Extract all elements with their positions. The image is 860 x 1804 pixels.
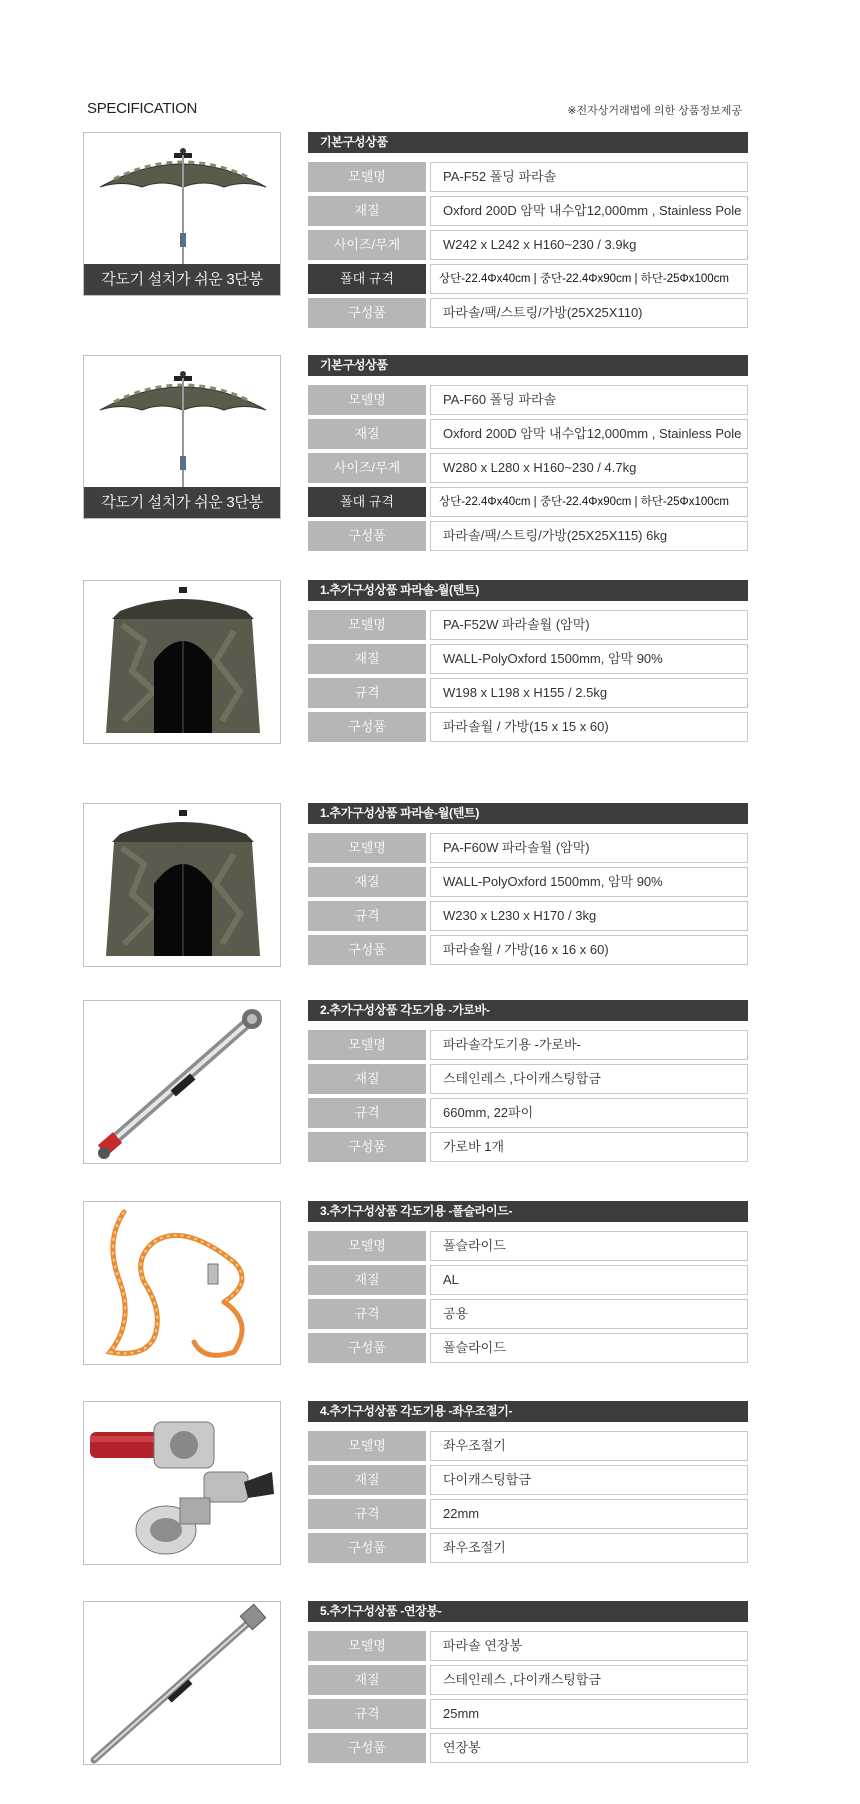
spec-row-model: [308, 385, 748, 415]
spec-row-components: [308, 1733, 748, 1763]
spec-row-model: [308, 1431, 748, 1461]
spec-label: 모델명: [308, 833, 426, 863]
spec-row-material: [308, 1465, 748, 1495]
spec-label: 구성품: [308, 521, 426, 551]
spec-label: 사이즈/무게: [308, 453, 426, 483]
spec-label: 규격: [308, 678, 426, 708]
umbrella-image: [83, 132, 281, 296]
spec-value: 다이캐스팅합금: [430, 1465, 748, 1495]
rope-image: [83, 1201, 281, 1365]
spec-label: 모델명: [308, 1631, 426, 1661]
spec-label: 재질: [308, 1265, 426, 1295]
spec-value: WALL-PolyOxford 1500mm, 암막 90%: [430, 644, 748, 674]
spec-row-spec: [308, 901, 748, 931]
adjuster-image: [83, 1401, 281, 1565]
spec-label: 재질: [308, 644, 426, 674]
spec-row-model: [308, 1231, 748, 1261]
spec-label: 재질: [308, 867, 426, 897]
spec-value: 스테인레스 ,다이캐스팅합금: [430, 1665, 748, 1695]
spec-label: 모델명: [308, 162, 426, 192]
spec-value: 공용: [430, 1299, 748, 1329]
page-title: SPECIFICATION: [87, 100, 197, 117]
spec-row-material: [308, 867, 748, 897]
spec-value: Oxford 200D 암막 내수압12,000mm , Stainless Pole: [430, 419, 748, 449]
spec-row-spec: [308, 678, 748, 708]
spec-label: 구성품: [308, 935, 426, 965]
spec-row-model: [308, 162, 748, 192]
spec-value: 파라솔월 / 가방(15 x 15 x 60): [430, 712, 748, 742]
section-heading: 3.추가구성상품 각도기용 -폴슬라이드-: [308, 1201, 748, 1222]
spec-label: 재질: [308, 1465, 426, 1495]
spec-value: 연장봉: [430, 1733, 748, 1763]
crossbar-image: [83, 1000, 281, 1164]
spec-row-material: [308, 1665, 748, 1695]
spec-label: 모델명: [308, 610, 426, 640]
spec-value: Oxford 200D 암막 내수압12,000mm , Stainless Pole: [430, 196, 748, 226]
section-heading: 4.추가구성상품 각도기용 -좌우조절기-: [308, 1401, 748, 1422]
spec-label: 폴대 규격: [308, 487, 426, 517]
spec-value: 파라솔/팩/스트링/가방(25X25X110): [430, 298, 748, 328]
spec-value: 660mm, 22파이: [430, 1098, 748, 1128]
section-heading: 기본구성상품: [308, 355, 748, 376]
spec-label: 구성품: [308, 712, 426, 742]
spec-label: 모델명: [308, 1431, 426, 1461]
spec-label: 구성품: [308, 1533, 426, 1563]
spec-value: 폴슬라이드: [430, 1333, 748, 1363]
section-heading: 5.추가구성상품 -연장봉-: [308, 1601, 748, 1622]
extension-pole-image: [83, 1601, 281, 1765]
spec-row-components: [308, 935, 748, 965]
spec-value: 좌우조절기: [430, 1533, 748, 1563]
spec-value: W230 x L230 x H170 / 3kg: [430, 901, 748, 931]
photo-caption: 각도기 설치가 쉬운 3단봉: [84, 487, 280, 518]
section-heading: 기본구성상품: [308, 132, 748, 153]
spec-label: 구성품: [308, 1132, 426, 1162]
spec-value: PA-F60W 파라솔월 (암막): [430, 833, 748, 863]
spec-row-model: [308, 833, 748, 863]
spec-value: 가로바 1개: [430, 1132, 748, 1162]
spec-value: W280 x L280 x H160~230 / 4.7kg: [430, 453, 748, 483]
spec-label: 규격: [308, 1299, 426, 1329]
spec-label: 구성품: [308, 1333, 426, 1363]
spec-value: 폴슬라이드: [430, 1231, 748, 1261]
spec-label: 구성품: [308, 1733, 426, 1763]
spec-row-material: [308, 196, 748, 226]
spec-row-components: [308, 712, 748, 742]
spec-label: 재질: [308, 1064, 426, 1094]
spec-row-spec: [308, 1098, 748, 1128]
spec-label: 구성품: [308, 298, 426, 328]
spec-row-components: [308, 1333, 748, 1363]
spec-value: W198 x L198 x H155 / 2.5kg: [430, 678, 748, 708]
spec-value: 파라솔각도기용 -가로바-: [430, 1030, 748, 1060]
legal-notice: ※전자상거래법에 의한 상품정보제공: [567, 105, 742, 117]
spec-label: 재질: [308, 419, 426, 449]
spec-row-size: [308, 230, 748, 260]
spec-label: 규격: [308, 1098, 426, 1128]
spec-value: 파라솔/팩/스트링/가방(25X25X115) 6kg: [430, 521, 748, 551]
spec-row-material: [308, 1265, 748, 1295]
spec-value: 좌우조절기: [430, 1431, 748, 1461]
spec-value: AL: [430, 1265, 748, 1295]
spec-value: 스테인레스 ,다이캐스팅합금: [430, 1064, 748, 1094]
spec-label: 모델명: [308, 1030, 426, 1060]
spec-value: 22mm: [430, 1499, 748, 1529]
spec-label: 재질: [308, 196, 426, 226]
spec-row-spec: [308, 1499, 748, 1529]
spec-value: PA-F52W 파라솔월 (암막): [430, 610, 748, 640]
spec-row-model: [308, 610, 748, 640]
spec-value: 파라솔 연장봉: [430, 1631, 748, 1661]
spec-row-pole: [308, 487, 748, 517]
spec-row-spec: [308, 1699, 748, 1729]
spec-label: 사이즈/무게: [308, 230, 426, 260]
spec-row-model: [308, 1631, 748, 1661]
spec-label: 모델명: [308, 1231, 426, 1261]
photo-caption: 각도기 설치가 쉬운 3단봉: [84, 264, 280, 295]
spec-value: 25mm: [430, 1699, 748, 1729]
spec-row-components: [308, 1132, 748, 1162]
spec-row-material: [308, 644, 748, 674]
spec-row-material: [308, 419, 748, 449]
spec-label: 재질: [308, 1665, 426, 1695]
spec-value: PA-F52 폴딩 파라솔: [430, 162, 748, 192]
spec-label: 모델명: [308, 385, 426, 415]
spec-label: 폴대 규격: [308, 264, 426, 294]
tent-image: [83, 580, 281, 744]
spec-label: 규격: [308, 901, 426, 931]
spec-row-components: [308, 1533, 748, 1563]
spec-row-size: [308, 453, 748, 483]
spec-row-components: [308, 521, 748, 551]
spec-row-pole: [308, 264, 748, 294]
section-heading: 1.추가구성상품 파라솔-월(텐트): [308, 580, 748, 601]
spec-value: WALL-PolyOxford 1500mm, 암막 90%: [430, 867, 748, 897]
spec-row-model: [308, 1030, 748, 1060]
spec-row-components: [308, 298, 748, 328]
section-heading: 2.추가구성상품 각도기용 -가로바-: [308, 1000, 748, 1021]
spec-label: 규격: [308, 1499, 426, 1529]
umbrella-image: [83, 355, 281, 519]
spec-value: 상단-22.4Φx40cm | 중단-22.4Φx90cm | 하단-25Φx100cm: [430, 264, 748, 294]
spec-label: 규격: [308, 1699, 426, 1729]
spec-row-spec: [308, 1299, 748, 1329]
spec-value: PA-F60 폴딩 파라솔: [430, 385, 748, 415]
section-heading: 1.추가구성상품 파라솔-월(텐트): [308, 803, 748, 824]
spec-row-material: [308, 1064, 748, 1094]
spec-value: W242 x L242 x H160~230 / 3.9kg: [430, 230, 748, 260]
spec-value: 파라솔월 / 가방(16 x 16 x 60): [430, 935, 748, 965]
spec-value: 상단-22.4Φx40cm | 중단-22.4Φx90cm | 하단-25Φx100cm: [430, 487, 748, 517]
tent-image: [83, 803, 281, 967]
